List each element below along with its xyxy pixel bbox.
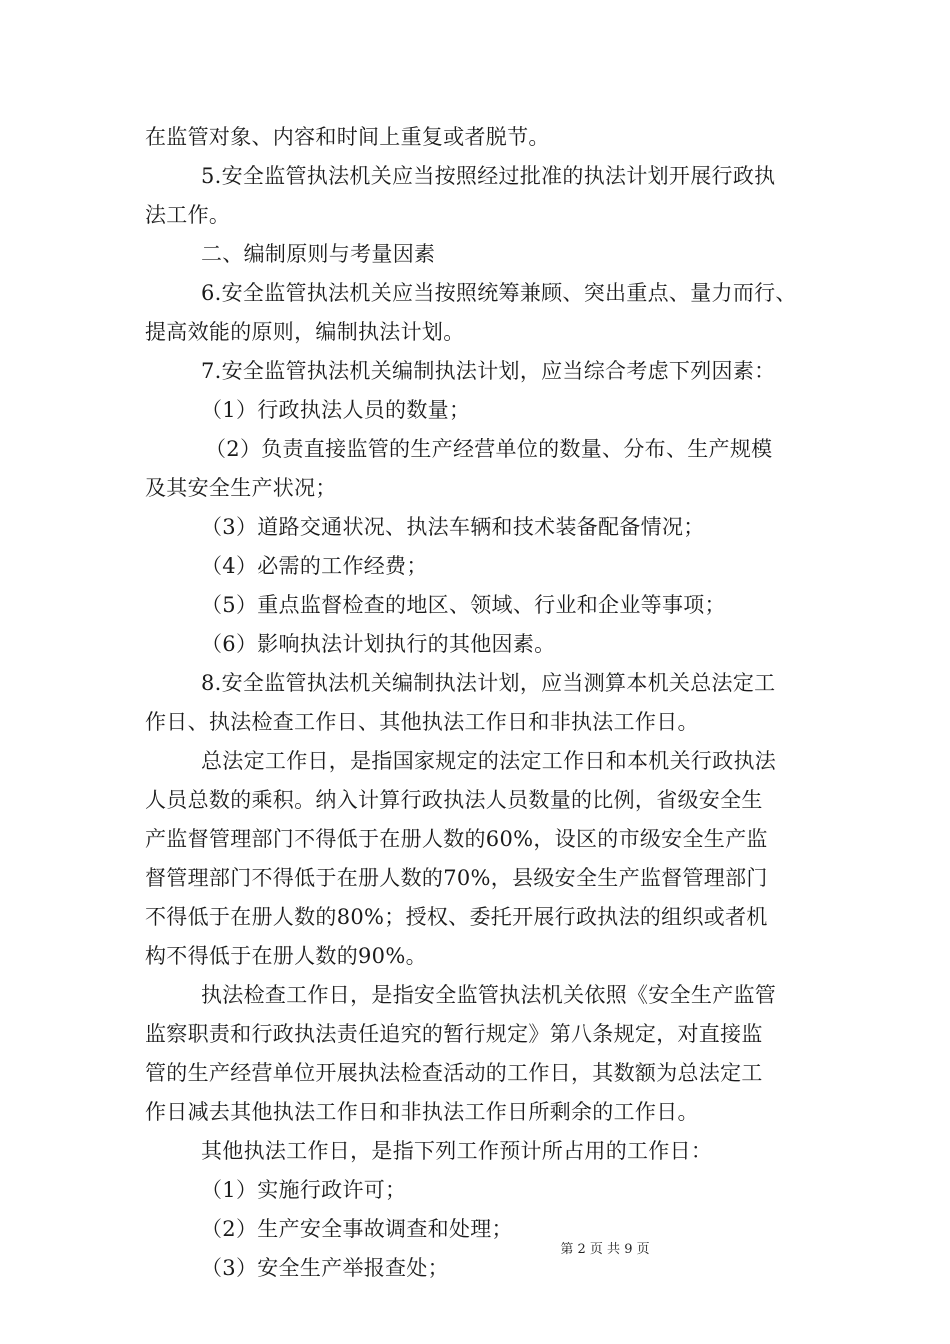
text-line: （3）道路交通状况、执法车辆和技术装备配备情况； <box>201 515 705 539</box>
text-line: 产监督管理部门不得低于在册人数的60%，设区的市级安全生产监 <box>145 827 768 851</box>
text-line: 法工作。 <box>145 203 231 227</box>
text-line: （3）安全生产举报查处； <box>201 1256 449 1280</box>
text-line: 6.安全监管执法机关应当按照统筹兼顾、突出重点、量力而行、 <box>201 281 797 305</box>
text-line: （5）重点监督检查的地区、领域、行业和企业等事项； <box>201 593 726 617</box>
text-line: 二、编制原则与考量因素 <box>201 242 436 266</box>
text-line: 人员总数的乘积。纳入计算行政执法人员数量的比例，省级安全生 <box>145 788 763 812</box>
text-line: （6）影响执法计划执行的其他因素。 <box>201 632 556 656</box>
text-line: （2）负责直接监管的生产经营单位的数量、分布、生产规模 <box>205 437 773 461</box>
text-line: 提高效能的原则，编制执法计划。 <box>145 320 465 344</box>
text-line: 不得低于在册人数的80%；授权、委托开展行政执法的组织或者机 <box>145 905 768 929</box>
text-line: 执法检查工作日，是指安全监管执法机关依照《安全生产监管 <box>201 983 777 1007</box>
text-line: 5.安全监管执法机关应当按照经过批准的执法计划开展行政执 <box>201 164 776 188</box>
text-line: （1）实施行政许可； <box>201 1178 407 1202</box>
text-line: 在监管对象、内容和时间上重复或者脱节。 <box>145 125 550 149</box>
text-line: （4）必需的工作经费； <box>201 554 428 578</box>
body-text <box>145 118 825 1288</box>
page-number: 第 2 页 共 9 页 <box>560 1242 650 1257</box>
text-line: 作日、执法检查工作日、其他执法工作日和非执法工作日。 <box>145 710 699 734</box>
text-line: 管的生产经营单位开展执法检查活动的工作日，其数额为总法定工 <box>145 1061 763 1085</box>
text-line: （1）行政执法人员的数量； <box>201 398 471 422</box>
text-line: 作日减去其他执法工作日和非执法工作日所剩余的工作日。 <box>145 1100 699 1124</box>
text-line: 构不得低于在册人数的90%。 <box>145 944 427 968</box>
text-line: 督管理部门不得低于在册人数的70%，县级安全生产监督管理部门 <box>145 866 768 890</box>
text-line: 其他执法工作日，是指下列工作预计所占用的工作日： <box>201 1139 713 1163</box>
text-line: 8.安全监管执法机关编制执法计划，应当测算本机关总法定工 <box>201 671 776 695</box>
text-line: 总法定工作日，是指国家规定的法定工作日和本机关行政执法 <box>201 749 777 773</box>
text-line: 7.安全监管执法机关编制执法计划，应当综合考虑下列因素： <box>201 359 776 383</box>
text-line: （2）生产安全事故调查和处理； <box>201 1217 513 1241</box>
text-line: 及其安全生产状况； <box>145 476 337 500</box>
text-line: 监察职责和行政执法责任追究的暂行规定》第八条规定，对直接监 <box>145 1022 763 1046</box>
